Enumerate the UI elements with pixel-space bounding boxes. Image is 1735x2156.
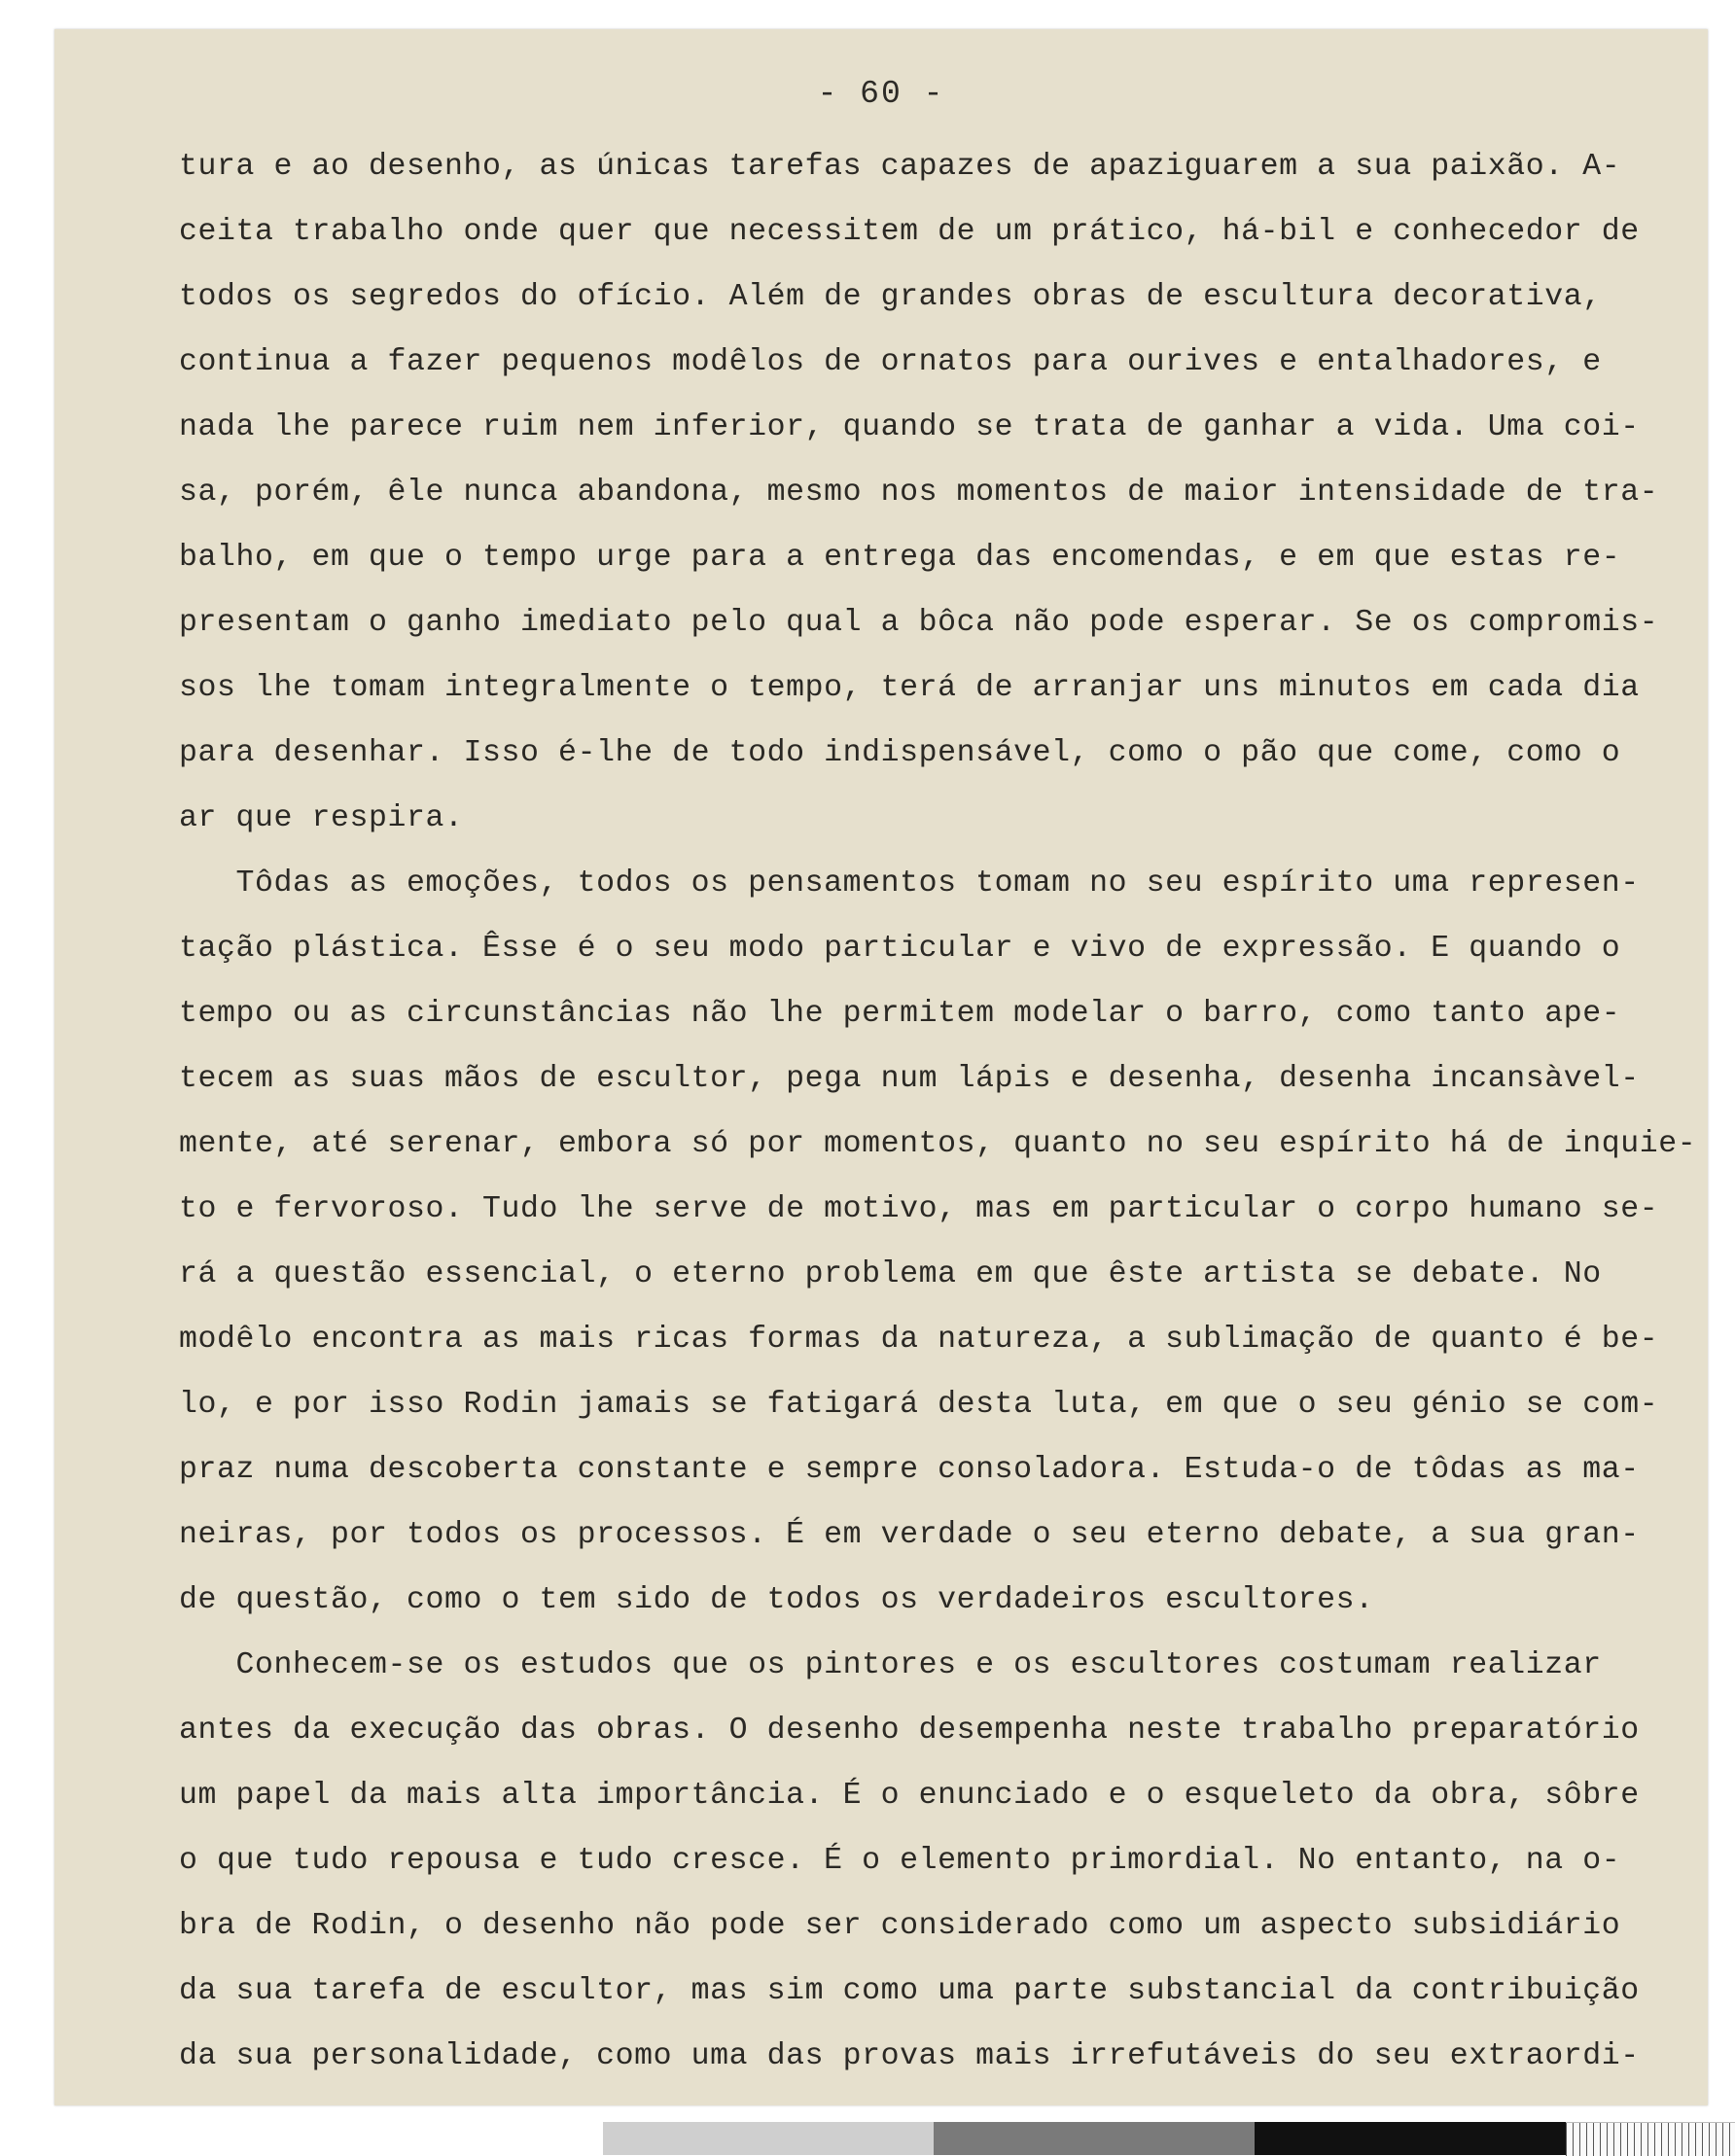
ruler-gray-dark — [934, 2122, 1255, 2155]
text-line: praz numa descoberta constante e sempre consoladora. Estuda-o de tôdas as ma- — [179, 1453, 1640, 1487]
text-line: neiras, por todos os processos. É em verdade o seu eterno debate, a sua gran- — [179, 1518, 1640, 1552]
typewritten-page — [54, 29, 1708, 2105]
text-line: Tôdas as emoções, todos os pensamentos tomam no seu espírito uma represen- — [179, 866, 1640, 901]
text-line: mente, até serenar, embora só por momentos, quanto no seu espírito há de inquie- — [179, 1127, 1697, 1161]
ruler-gray-light — [603, 2122, 934, 2155]
text-line: da sua personalidade, como uma das provas mais irrefutáveis do seu extraordi- — [179, 2039, 1640, 2073]
text-line: tecem as suas mãos de escultor, pega num lápis e desenha, desenha incansàvel- — [179, 1062, 1640, 1096]
page-number: - 60 - — [817, 76, 945, 112]
text-line: nada lhe parece ruim nem inferior, quando se trata de ganhar a vida. Uma coi- — [179, 410, 1640, 444]
text-line: balho, em que o tempo urge para a entrega das encomendas, e em que estas re- — [179, 541, 1621, 575]
text-line: da sua tarefa de escultor, mas sim como uma parte substancial da contribuição — [179, 1974, 1640, 2008]
text-line: to e fervoroso. Tudo lhe serve de motivo, mas em particular o corpo humano se- — [179, 1192, 1659, 1226]
text-line: de questão, como o tem sido de todos os verdadeiros escultores. — [179, 1583, 1374, 1617]
text-line: rá a questão essencial, o eterno problema em que êste artista se debate. No — [179, 1257, 1602, 1291]
text-line: antes da execução das obras. O desenho desempenha neste trabalho preparatório — [179, 1714, 1640, 1748]
text-line: Conhecem-se os estudos que os pintores e os escultores costumam realizar — [179, 1648, 1602, 1682]
text-line: bra de Rodin, o desenho não pode ser considerado como um aspecto subsidiário — [179, 1909, 1621, 1943]
text-line: tura e ao desenho, as únicas tarefas capazes de apaziguarem a sua paixão. A- — [179, 150, 1621, 184]
text-line: ceita trabalho onde quer que necessitem de um prático, há-bil e conhecedor de — [179, 215, 1640, 249]
text-line: um papel da mais alta importância. É o enunciado e o esqueleto da obra, sôbre — [179, 1779, 1640, 1813]
ruler-black — [1255, 2122, 1566, 2155]
text-line: modêlo encontra as mais ricas formas da natureza, a sublimação de quanto é be- — [179, 1323, 1659, 1357]
scan-color-ruler — [603, 2122, 1735, 2155]
text-line: todos os segredos do ofício. Além de grandes obras de escultura decorativa, — [179, 280, 1602, 314]
text-line: sos lhe tomam integralmente o tempo, terá de arranjar uns minutos em cada dia — [179, 671, 1640, 705]
text-line: presentam o ganho imediato pelo qual a bôca não pode esperar. Se os compromis- — [179, 606, 1659, 640]
text-line: ar que respira. — [179, 801, 464, 835]
text-line: sa, porém, êle nunca abandona, mesmo nos momentos de maior intensidade de tra- — [179, 476, 1659, 510]
text-line: tempo ou as circunstâncias não lhe permitem modelar o barro, como tanto ape- — [179, 997, 1621, 1031]
text-line: continua a fazer pequenos modêlos de ornatos para ourives e entalhadores, e — [179, 345, 1602, 379]
body-text — [179, 134, 1697, 2089]
text-line: para desenhar. Isso é-lhe de todo indispensável, como o pão que come, como o — [179, 736, 1621, 770]
text-line: lo, e por isso Rodin jamais se fatigará desta luta, em que o seu génio se com- — [179, 1388, 1659, 1422]
ruler-ticks — [1566, 2122, 1735, 2156]
text-line: tação plástica. Êsse é o seu modo particular e vivo de expressão. E quando o — [179, 932, 1621, 966]
text-line: o que tudo repousa e tudo cresce. É o elemento primordial. No entanto, na o- — [179, 1844, 1621, 1878]
